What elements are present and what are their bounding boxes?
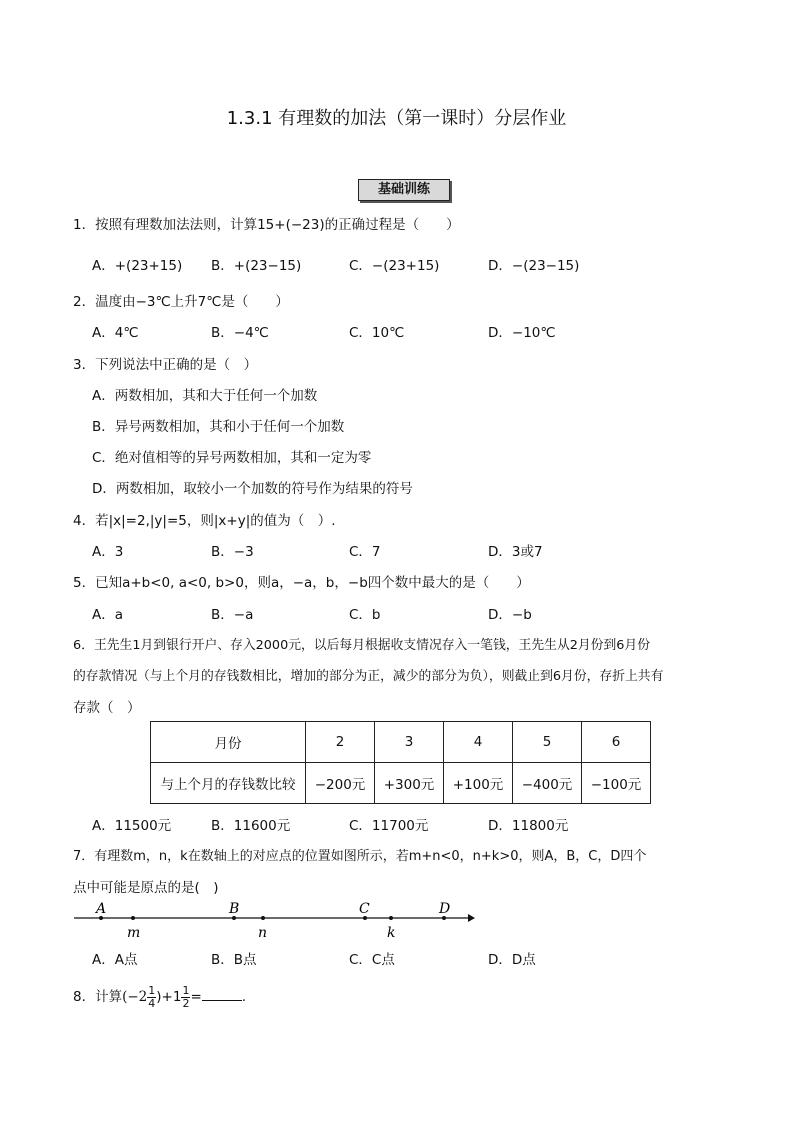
q7-option-c[interactable]: C．C点 [349,952,395,968]
point-n-dot [261,916,265,920]
question-7-stem-line-2: 点中可能是原点的是( ) [73,880,219,896]
q8-frac2-numerator: 1 [182,983,190,997]
q3-option-a[interactable]: A．两数相加，其和大于任何一个加数 [92,388,318,404]
q6-option-c[interactable]: C．11700元 [349,818,429,834]
q8-suffix: . [241,989,247,1005]
q8-frac1-numerator: 1 [148,983,156,997]
q8-expr-end: = [190,989,202,1005]
number-line-arrow-icon [468,914,475,922]
question-1-stem: 1．按照有理数加法法则，计算15+(−23)的正确过程是（ ） [73,217,460,233]
point-label-b: B [229,901,240,917]
question-6-stem-line-3: 存款（ ） [73,700,141,716]
table-change-cell: +100元 [444,763,513,804]
q1-option-b[interactable]: B．+(23−15) [211,258,302,274]
question-2-stem: 2．温度由−3℃上升7℃是（ ） [73,294,289,310]
q8-expr-start: (−2 [122,989,148,1005]
q7-option-b[interactable]: B．B点 [211,952,257,968]
q6-option-d[interactable]: D．11800元 [488,818,569,834]
q7-option-a[interactable]: A．A点 [92,952,138,968]
q4-option-a[interactable]: A．3 [92,544,124,560]
point-label-d: D [439,901,451,917]
q2-option-b[interactable]: B．−4℃ [211,325,269,341]
q2-option-d[interactable]: D．−10℃ [488,325,556,341]
point-label-m: m [127,925,141,941]
q8-prefix: 8．计算 [73,989,123,1005]
q5-option-b[interactable]: B．−a [211,607,254,623]
point-label-k: k [387,925,396,941]
table-month-cell: 2 [306,722,375,763]
q3-option-b[interactable]: B．异号两数相加，其和小于任何一个加数 [92,419,345,435]
q8-fraction-1 [147,985,156,1010]
table-month-cell: 4 [444,722,513,763]
question-8 [73,982,246,1012]
savings-table [150,721,651,804]
table-change-cell: −100元 [582,763,651,804]
number-line-figure [70,898,475,944]
q8-expr-mid: )+1 [156,989,182,1005]
question-4-stem: 4．若|x|=2,|y|=5，则|x+y|的值为（ ）. [73,513,336,529]
q3-option-d[interactable]: D．两数相加，取较小一个加数的符号作为结果的符号 [92,481,413,497]
q6-option-b[interactable]: B．11600元 [211,818,291,834]
q4-option-c[interactable]: C．7 [349,544,381,560]
point-label-c: C [359,901,370,917]
q8-answer-blank[interactable] [202,987,242,1001]
table-month-cell: 5 [513,722,582,763]
point-label-n: n [258,925,268,941]
q5-option-a[interactable]: A．a [92,607,124,623]
q3-option-c[interactable]: C．绝对值相等的异号两数相加，其和一定为零 [92,450,372,466]
table-month-cell: 6 [582,722,651,763]
q7-option-d[interactable]: D．D点 [488,952,536,968]
q8-frac1-denominator: 4 [148,996,156,1010]
q4-option-b[interactable]: B．−3 [211,544,254,560]
question-7-stem-line-1: 7．有理数m，n，k在数轴上的对应点的位置如图所示，若m+n<0，n+k>0，则A，B，C，D四个 [73,849,647,864]
table-month-cell: 3 [375,722,444,763]
q6-option-a[interactable]: A．11500元 [92,818,172,834]
q2-option-c[interactable]: C．10℃ [349,325,405,341]
q4-option-d[interactable]: D．3或7 [488,544,543,560]
q5-option-c[interactable]: C．b [349,607,381,623]
question-3-stem: 3．下列说法中正确的是（ ） [73,357,258,373]
question-5-stem: 5．已知a+b<0, a<0, b>0，则a，−a，b，−b四个数中最大的是（ ） [73,575,530,591]
table-row-label: 与上个月的存钱数比较 [151,763,306,804]
q2-option-a[interactable]: A．4℃ [92,325,139,341]
q1-option-a[interactable]: A．+(23+15) [92,258,183,274]
q5-option-d[interactable]: D．−b [488,607,532,623]
point-m-dot [131,916,135,920]
q1-option-d[interactable]: D．−(23−15) [488,258,580,274]
table-change-cell: +300元 [375,763,444,804]
table-row [151,763,651,804]
page-title: 1.3.1 有理数的加法（第一课时）分层作业 [226,108,567,129]
q1-option-c[interactable]: C．−(23+15) [349,258,440,274]
table-row [151,722,651,763]
table-header-label: 月份 [151,722,306,763]
question-6-stem-line-2: 的存款情况（与上个月的存钱数相比，增加的部分为正，减少的部分为负），则截止到6月份，存折上共有 [73,669,664,684]
point-k-dot [389,916,393,920]
q8-frac2-denominator: 2 [182,996,190,1010]
table-change-cell: −400元 [513,763,582,804]
table-change-cell: −200元 [306,763,375,804]
section-label: 基础训练 [358,179,450,201]
point-label-a: A [96,901,107,917]
question-6-stem-line-1: 6．王先生1月到银行开户、存入2000元，以后每月根据收支情况存入一笔钱，王先生从2月份到6月份 [73,638,651,653]
